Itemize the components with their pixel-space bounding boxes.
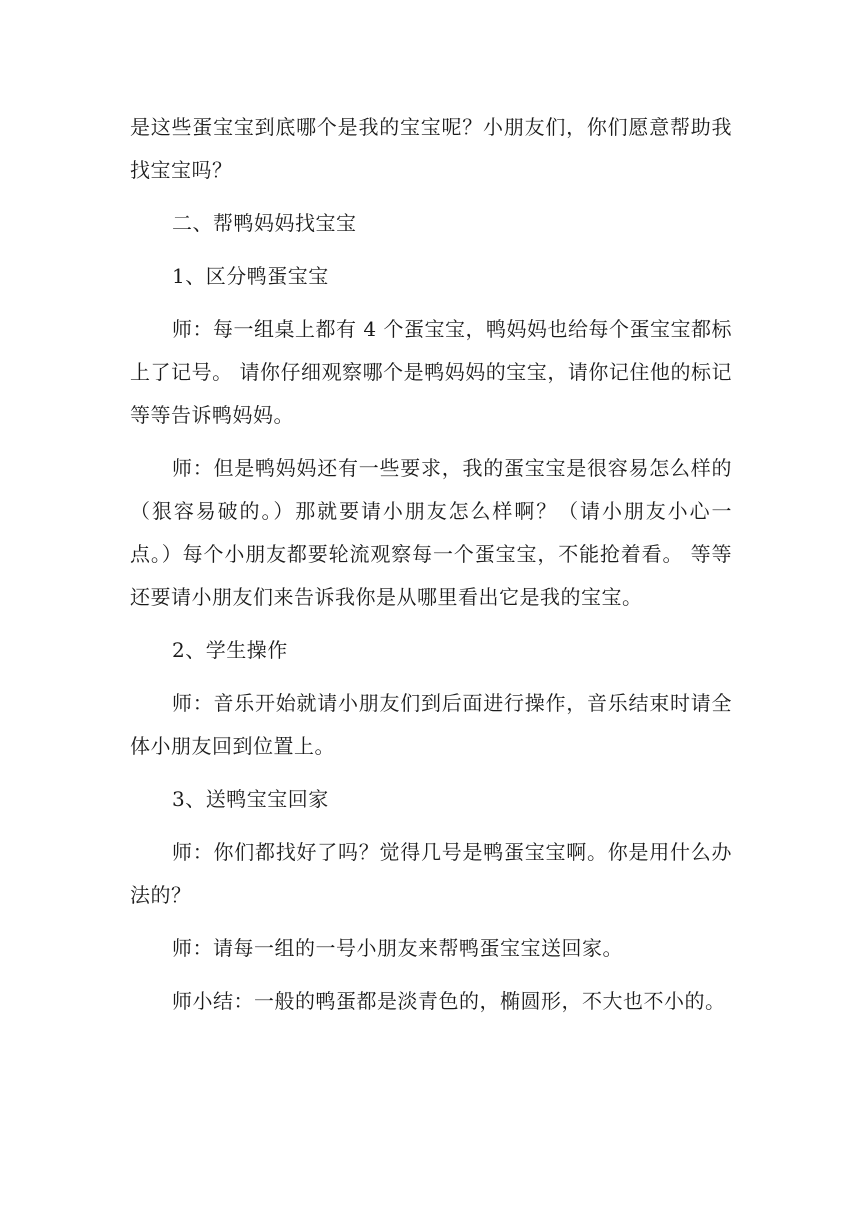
subheading-distinguish-eggs: 1、区分鸭蛋宝宝 <box>172 264 329 288</box>
paragraph-teacher-question: 师：你们都找好了吗？觉得几号是鸭蛋宝宝啊。你是用什么办法的？ <box>130 840 732 907</box>
subheading-student-operation: 2、学生操作 <box>172 638 288 662</box>
paragraph-continuation: 是这些蛋宝宝到底哪个是我的宝宝呢？小朋友们，你们愿意帮助我找宝宝吗？ <box>130 115 732 182</box>
paragraph-music-operation: 师：音乐开始就请小朋友们到后面进行操作，音乐结束时请全体小朋友回到位置上。 <box>130 691 732 758</box>
paragraph-teacher-summary: 师小结：一般的鸭蛋都是淡青色的，椭圆形，不大也不小的。 <box>172 989 726 1013</box>
section-heading-find-baby: 二、帮鸭妈妈找宝宝 <box>172 211 357 235</box>
document-body <box>130 106 732 1023</box>
paragraph-teacher-send-home: 师：请每一组的一号小朋友来帮鸭蛋宝宝送回家。 <box>172 936 623 960</box>
paragraph-teacher-instructions: 师：每一组桌上都有 4 个蛋宝宝，鸭妈妈也给每个蛋宝宝都标上了记号。 请你仔细观察哪个是鸭妈妈的宝宝，请你记住他的标记等等告诉鸭妈妈。 <box>130 317 732 427</box>
paragraph-teacher-requirements: 师：但是鸭妈妈还有一些要求，我的蛋宝宝是很容易怎么样的（狠容易破的。）那就要请小朋友怎么样啊？（请小朋友小心一点。）每个小朋友都要轮流观察每一个蛋宝宝，不能抢着看。 等等还要请小朋友们来告诉我你是从哪里看出它是我的宝宝。 <box>130 456 732 609</box>
subheading-send-home: 3、送鸭宝宝回家 <box>172 787 329 811</box>
